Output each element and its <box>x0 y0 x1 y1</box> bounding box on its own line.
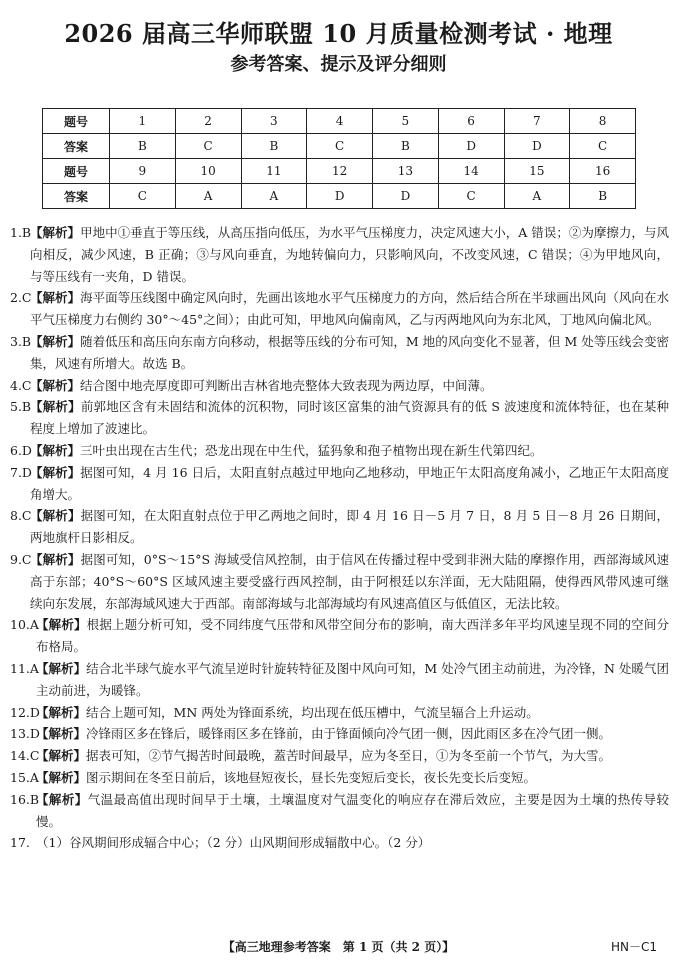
analysis-tag: 【解析】 <box>30 333 81 349</box>
item-number: 16.B <box>10 791 40 807</box>
analysis-tag: 【解析】 <box>36 769 87 785</box>
question-number: 1 <box>110 109 176 134</box>
analysis-tag: 【解析】 <box>36 726 87 742</box>
row-label-answer: 答案 <box>43 184 110 209</box>
question-number: 7 <box>504 109 570 134</box>
question-number: 12 <box>307 159 373 184</box>
explanation-item <box>10 549 669 614</box>
question-number: 16 <box>570 159 636 184</box>
answer-cell: B <box>373 134 439 159</box>
answer-cell: C <box>438 184 504 209</box>
question-number: 6 <box>438 109 504 134</box>
analysis-tag: 【解析】 <box>30 377 81 393</box>
explanation-item <box>10 614 669 658</box>
explanation-item <box>10 440 669 462</box>
analysis-tag: 【解析】 <box>30 464 81 480</box>
analysis-tag: 【解析】 <box>36 748 87 764</box>
item-text: 前郭地区含有未固结和流体的沉积物，同时该区富集的油气资源具有的低 S 波速度和流体特征，也在某种程度上增加了波速比。 <box>30 399 669 437</box>
analysis-tag: 【解析】 <box>30 442 81 458</box>
question-number: 9 <box>110 159 176 184</box>
explanation-list <box>10 222 669 854</box>
answer-table <box>42 108 636 209</box>
item-number: 4.C <box>10 377 32 393</box>
question-number: 2 <box>175 109 241 134</box>
item-text: 根据上题分析可知，受不同纬度气压带和风带空间分布的影响，南大西洋多年平均风速呈现不同的空间分布格局。 <box>36 617 669 655</box>
item-text: 结合上题可知，MN 两处为锋面系统，均出现在低压槽中，气流呈辐合上升运动。 <box>86 704 539 720</box>
answer-cell: A <box>241 184 307 209</box>
explanation-item <box>10 767 669 789</box>
analysis-tag: 【解析】 <box>30 508 81 524</box>
answer-cell: D <box>373 184 439 209</box>
table-row-question-2 <box>43 159 636 184</box>
analysis-tag: 【解析】 <box>36 791 88 807</box>
explanation-item <box>10 375 669 397</box>
explanation-item <box>10 287 669 331</box>
row-label-question: 题号 <box>43 159 110 184</box>
question-number: 3 <box>241 109 307 134</box>
item-number: 6.D <box>10 442 32 458</box>
explanation-item <box>10 723 669 745</box>
explanation-item <box>10 222 669 287</box>
explanation-item <box>10 745 669 767</box>
item-number: 3.B <box>10 333 32 349</box>
analysis-tag: 【解析】 <box>30 225 81 240</box>
item-text: 据图可知，在太阳直射点位于甲乙两地之间时，即 4 月 16 日－5 月 7 日，8 月 5 日－8 月 26 日期间，两地旗杆日影相反。 <box>30 508 669 546</box>
answer-cell: C <box>307 134 373 159</box>
page-title: 2026 届高三华师联盟 10 月质量检测考试 · 地理 <box>64 19 613 48</box>
row-label-answer: 答案 <box>43 134 110 159</box>
question-number: 14 <box>438 159 504 184</box>
item-text: 结合图中地壳厚度即可判断出吉林省地壳整体大致表现为两边厚，中间薄。 <box>80 377 493 393</box>
item-number: 15.A <box>10 769 39 785</box>
item-number: 17. <box>10 835 30 851</box>
item-text: 据表可知，②节气揭苦时间最晚，蓋苦时间最早，应为冬至日，①为冬至前一个节气，为大雪。 <box>86 748 612 764</box>
answer-cell: A <box>175 184 241 209</box>
table-row-answer-2 <box>43 184 636 209</box>
explanation-item <box>10 396 669 440</box>
answer-cell: C <box>570 134 636 159</box>
question-number: 10 <box>175 159 241 184</box>
answer-cell: B <box>241 134 307 159</box>
answer-cell: A <box>504 184 570 209</box>
page-footer: 【高三地理参考答案 第 1 页（共 2 页）】 <box>222 940 455 954</box>
item-number: 9.C <box>10 551 32 567</box>
question-number: 5 <box>373 109 439 134</box>
answer-cell: B <box>110 134 176 159</box>
table-row-answer-1 <box>43 134 636 159</box>
item-text: 海平面等压线图中确定风向时，先画出该地水平气压梯度力的方向，然后结合所在半球画出风向（风向在水平气压梯度力右侧约 30°～45°之间）；由此可知，甲地风向偏南风，乙与丙两地风向为东北风，丁地风向偏北风。 <box>30 290 669 328</box>
answer-cell: B <box>570 184 636 209</box>
analysis-tag: 【解析】 <box>30 551 81 567</box>
answer-cell: D <box>504 134 570 159</box>
explanation-item <box>10 789 669 833</box>
answer-cell: D <box>438 134 504 159</box>
table-row-question-1 <box>43 109 636 134</box>
item-number: 13.D <box>10 726 40 742</box>
page-subtitle: 参考答案、提示及评分细则 <box>230 54 447 75</box>
item-number: 11.A <box>10 660 39 676</box>
answer-cell: C <box>110 184 176 209</box>
question-number: 13 <box>373 159 439 184</box>
answer-cell: D <box>307 184 373 209</box>
item-number: 1.B <box>10 225 32 240</box>
question-number: 15 <box>504 159 570 184</box>
item-text: 结合北半球气旋水平气流呈逆时针旋转特征及图中风向可知，M 处冷气团主动前进，为冷锋，N 处暖气团主动前进，为暖锋。 <box>36 660 669 698</box>
analysis-tag: 【解析】 <box>30 399 81 415</box>
item-text: 据图可知，0°S～15°S 海域受信风控制，由于信风在传播过程中受到非洲大陆的摩擦作用，西部海域风速高于东部；40°S～60°S 区域风速主要受盛行西风控制，由于阿根廷以东洋面，无大陆阻隔，使得西风带风速可继续向东发展，东部海域风速大于西部。南部海域与北部海域均有风速高值区与低值区，无法比较。 <box>30 551 669 611</box>
analysis-tag: 【解析】 <box>36 704 87 720</box>
explanation-item <box>10 462 669 506</box>
explanation-item <box>10 658 669 702</box>
explanation-item <box>10 832 669 854</box>
item-text: 气温最高值出现时间早于土壤，土壤温度对气温变化的响应存在滞后效应，主要是因为土壤的热传导较慢。 <box>36 791 669 829</box>
explanation-item <box>10 505 669 549</box>
explanation-item <box>10 331 669 375</box>
item-number: 5.B <box>10 399 32 415</box>
item-number: 12.D <box>10 704 40 720</box>
item-text: （1）谷风期间形成辐合中心；（2 分）山风期间形成辐散中心。（2 分） <box>36 835 431 851</box>
item-number: 7.D <box>10 464 32 480</box>
paper-code: HN－C1 <box>610 940 657 954</box>
answer-cell: C <box>175 134 241 159</box>
question-number: 8 <box>570 109 636 134</box>
analysis-tag: 【解析】 <box>30 290 81 306</box>
item-text: 图示期间在冬至日前后，该地昼短夜长，昼长先变短后变长，夜长先变长后变短。 <box>86 769 537 785</box>
item-number: 2.C <box>10 290 32 306</box>
explanation-item <box>10 702 669 724</box>
analysis-tag: 【解析】 <box>36 660 87 676</box>
question-number: 11 <box>241 159 307 184</box>
item-text: 甲地中①垂直于等压线，从高压指向低压，为水平气压梯度力，决定风速大小，A 错误；②为摩擦力，与风向相反，减少风速，B 正确；③与风向垂直，为地转偏向力，只影响风向，不改变风速，C 错误；④为甲地风向，与等压线有一夹角，D 错误。 <box>30 225 669 284</box>
analysis-tag: 【解析】 <box>36 617 87 633</box>
item-number: 10.A <box>10 617 39 633</box>
item-text: 据图可知，4 月 16 日后，太阳直射点越过甲地向乙地移动，甲地正午太阳高度角减小，乙地正午太阳高度角增大。 <box>30 464 669 502</box>
item-number: 14.C <box>10 748 40 764</box>
question-number: 4 <box>307 109 373 134</box>
row-label-question: 题号 <box>43 109 110 134</box>
item-text: 冷锋雨区多在锋后，暖锋雨区多在锋前，由于锋面倾向冷气团一侧，因此雨区多在冷气团一侧。 <box>86 726 612 742</box>
item-number: 8.C <box>10 508 32 524</box>
item-text: 三叶虫出现在古生代；恐龙出现在中生代，猛犸象和孢子植物出现在新生代第四纪。 <box>80 442 543 458</box>
item-text: 随着低压和高压向东南方向移动，根据等压线的分布可知，M 地的风向变化不显著，但 M 处等压线会变密集，风速有所增大。故选 B。 <box>30 333 669 371</box>
